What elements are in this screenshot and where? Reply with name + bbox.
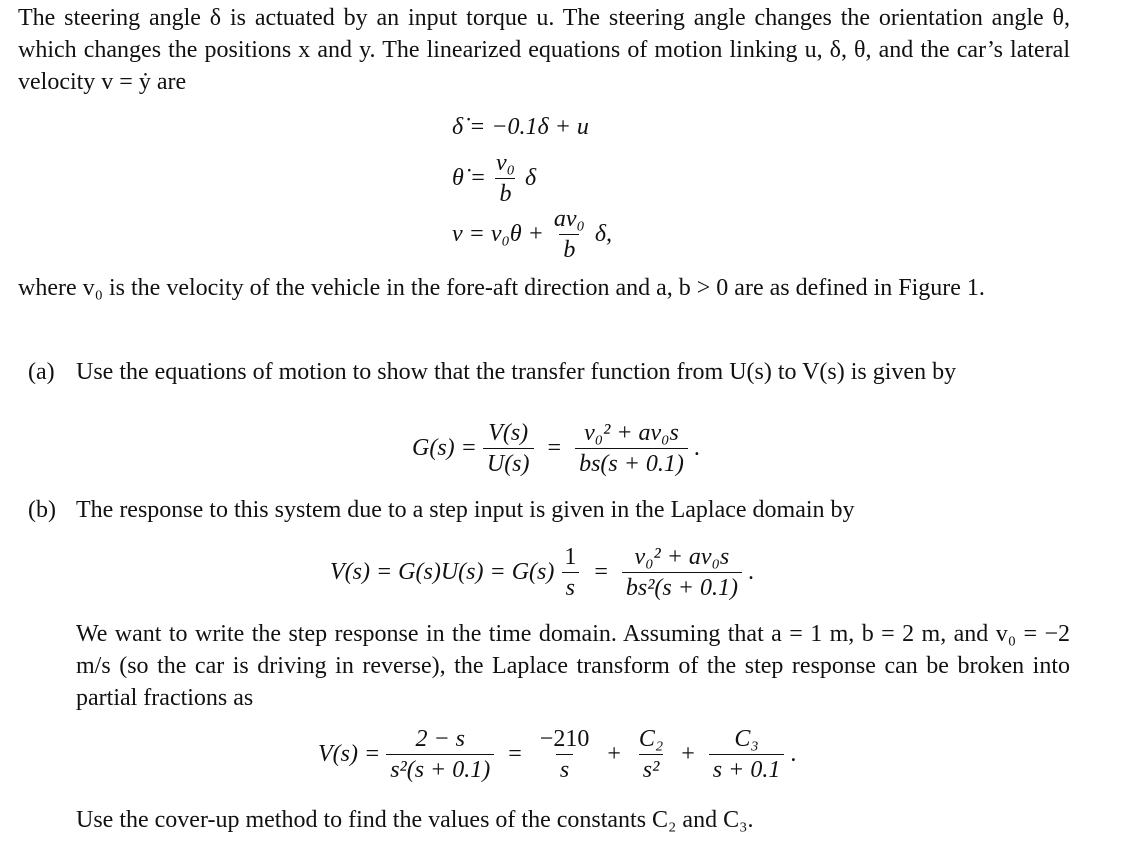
part-b-assumption-text: We want to write the step response in the time domain. Assuming that a = 1 m, b = 2 m, and v₀ = −2 m/s (so the car is driving in reverse), the Laplace transform of the step response can be broken into partial fractions as bbox=[76, 621, 1070, 711]
equation-v-lhs: v = v₀θ + bbox=[452, 221, 544, 247]
partial-fraction-lhs: V(s) = bbox=[318, 741, 381, 767]
period: . bbox=[747, 559, 754, 585]
equation-delta-dot bbox=[452, 114, 589, 141]
equation-delta-dot-text: δ̇ = −0.1δ + u bbox=[452, 114, 589, 140]
fraction-numerator: 1 bbox=[564, 544, 577, 570]
fraction-numerator: V(s) bbox=[488, 420, 529, 446]
fraction-denominator: s bbox=[556, 754, 573, 783]
intro-paragraph: The steering angle δ is actuated by an input torque u. The steering angle changes the orientation angle θ, which changes the positions x and y. The linearized equations of motion linking u, δ, θ, and the car’s lateral velocity v = ẏ are bbox=[18, 5, 1070, 95]
fraction-one-over-s bbox=[560, 544, 580, 601]
step-response-equation bbox=[330, 544, 754, 601]
period: . bbox=[693, 435, 700, 461]
equation-theta-dot-tail: δ bbox=[524, 165, 537, 191]
fraction-c1-term bbox=[536, 726, 594, 783]
partial-fraction-equation bbox=[318, 726, 796, 783]
fraction-original bbox=[386, 726, 494, 783]
fraction-denominator: s bbox=[562, 572, 579, 601]
fraction-numerator: v₀² + av₀s bbox=[634, 544, 730, 570]
fraction-denominator: s²(s + 0.1) bbox=[386, 754, 494, 783]
fraction-denominator: b bbox=[495, 178, 515, 207]
equals-sign: = bbox=[547, 435, 562, 461]
fraction-c3-term bbox=[709, 726, 785, 783]
after-equation-paragraph: where v₀ is the velocity of the vehicle in the fore-aft direction and a, b > 0 are as defined in Figure 1. bbox=[18, 275, 985, 301]
fraction-step-response bbox=[622, 544, 742, 601]
fraction-c2-term bbox=[635, 726, 667, 783]
equals-sign: = bbox=[594, 559, 608, 585]
fraction-numerator: C₂ bbox=[638, 726, 664, 752]
fraction-numerator: v₀² + av₀s bbox=[584, 420, 679, 446]
part-a-text: Use the equations of motion to show that the transfer function from U(s) to V(s) is given by bbox=[76, 359, 957, 385]
fraction-denominator: s² bbox=[639, 754, 664, 783]
part-b-text: The response to this system due to a step input is given in the Laplace domain by bbox=[76, 497, 855, 523]
fraction-v-over-u bbox=[483, 420, 534, 477]
part-b-label: (b) bbox=[28, 497, 56, 523]
fraction-numerator: C₃ bbox=[734, 726, 759, 752]
fraction-numerator: v₀ bbox=[495, 150, 515, 176]
fraction-numerator: av₀ bbox=[553, 206, 585, 232]
plus-sign: + bbox=[681, 741, 695, 767]
equation-theta-dot-lhs: θ̇ = bbox=[452, 165, 486, 191]
equals-sign: = bbox=[508, 741, 522, 767]
fraction-av0-over-b bbox=[550, 206, 589, 263]
fraction-v0-over-b bbox=[492, 150, 519, 207]
fraction-denominator: b bbox=[559, 234, 579, 263]
fraction-transfer-function bbox=[575, 420, 688, 477]
plus-sign: + bbox=[607, 741, 621, 767]
equation-theta-dot bbox=[452, 150, 536, 207]
equation-v-tail: δ, bbox=[594, 221, 612, 247]
fraction-denominator: s + 0.1 bbox=[709, 754, 785, 783]
transfer-function-equation bbox=[412, 420, 700, 477]
part-a-label: (a) bbox=[28, 359, 55, 385]
fraction-numerator: 2 − s bbox=[415, 726, 465, 752]
fraction-numerator: −210 bbox=[539, 726, 590, 752]
step-response-lhs: V(s) = G(s)U(s) = G(s) bbox=[330, 559, 555, 585]
part-b-final-instruction: Use the cover-up method to find the values of the constants C₂ and C₃. bbox=[76, 807, 754, 833]
period: . bbox=[790, 741, 797, 767]
transfer-function-lhs: G(s) = bbox=[412, 435, 477, 461]
fraction-denominator: bs²(s + 0.1) bbox=[622, 572, 742, 601]
fraction-denominator: U(s) bbox=[483, 448, 534, 477]
fraction-denominator: bs(s + 0.1) bbox=[575, 448, 688, 477]
equation-lateral-velocity bbox=[452, 206, 612, 263]
